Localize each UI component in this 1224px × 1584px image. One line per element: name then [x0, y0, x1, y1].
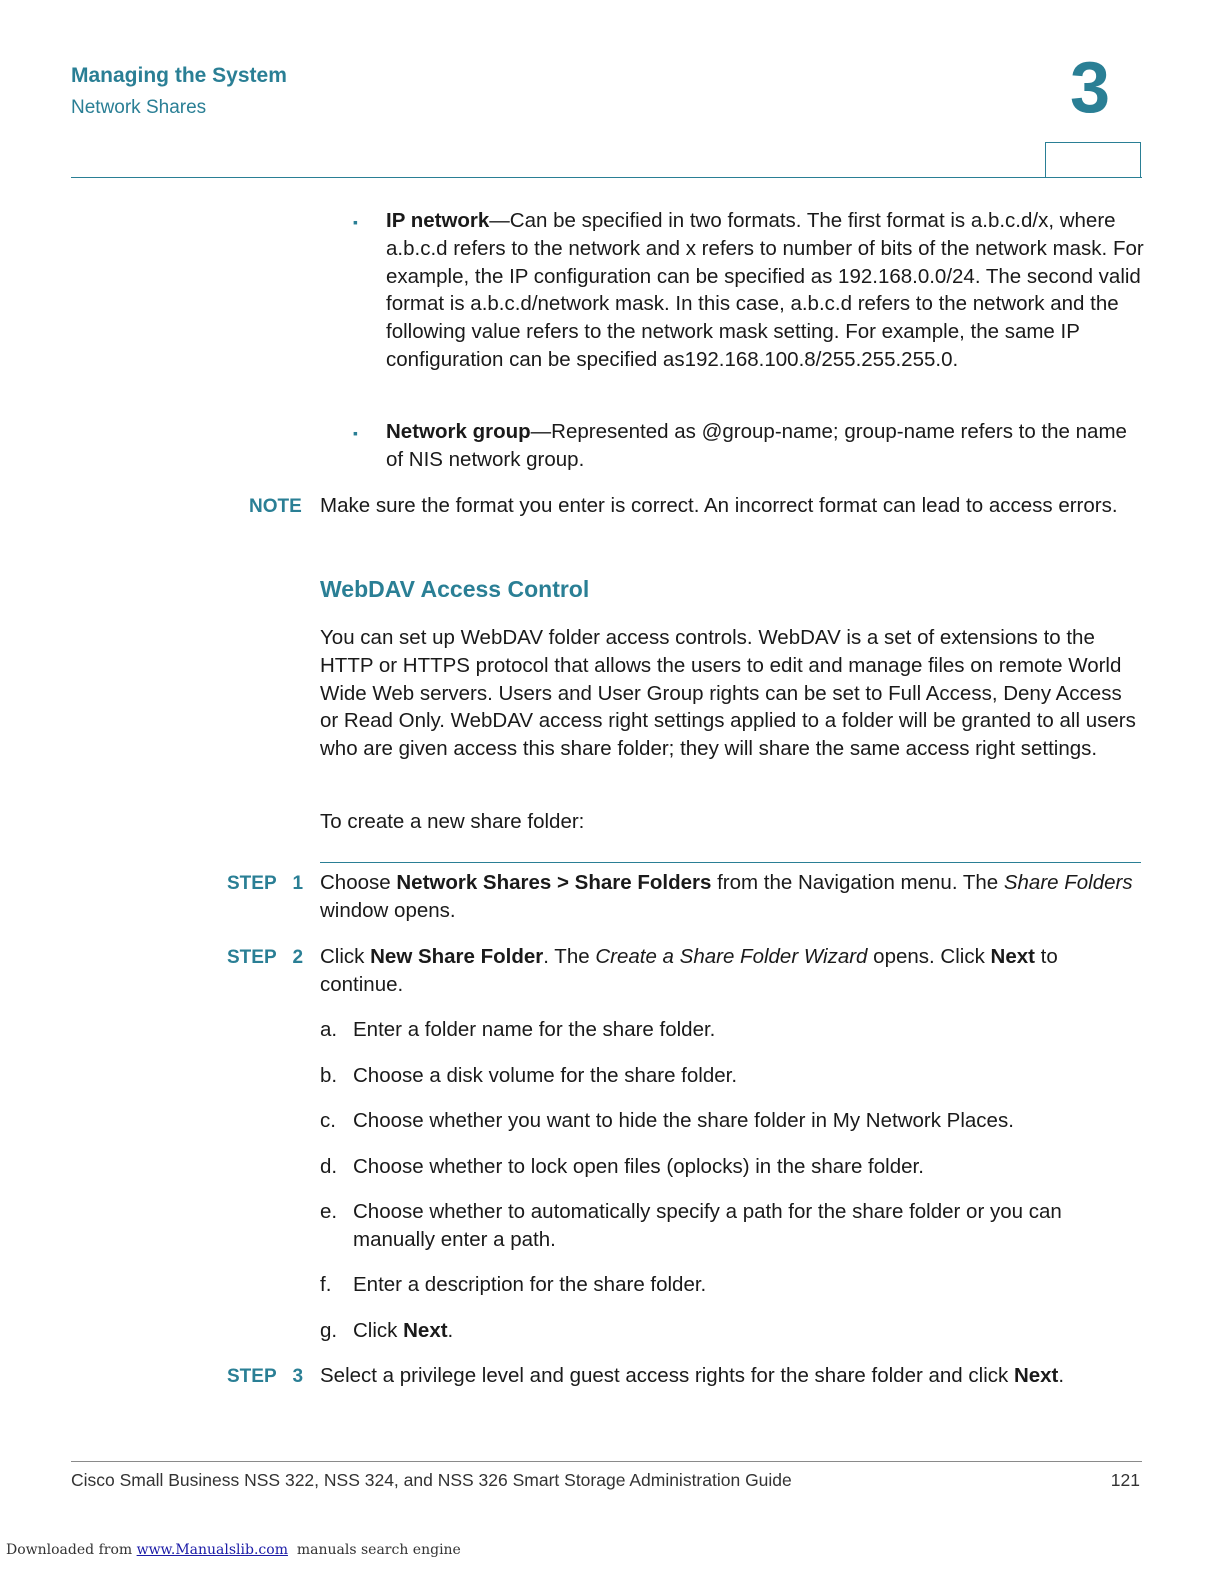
- bullet-text: —Represented as @group-name; group-name refers to the name of NIS network group.: [386, 420, 1127, 471]
- section-subtitle: Network Shares: [71, 97, 207, 118]
- bullet-ip-network: [386, 207, 1146, 374]
- bullet-network-group: [386, 418, 1146, 474]
- chapter-box-divider: [1045, 142, 1141, 178]
- note-label: NOTE: [249, 496, 302, 517]
- step-2-text: Click New Share Folder. The Create a Share Folder Wizard opens. Click Next to continue.: [320, 945, 1058, 996]
- substep-letter: e.: [320, 1200, 338, 1223]
- substep-letter: a.: [320, 1018, 338, 1041]
- bullet-marker: ▪: [353, 425, 358, 441]
- footer-title: Cisco Small Business NSS 322, NSS 324, and NSS 326 Smart Storage Administration Guide: [71, 1470, 792, 1490]
- bullet-marker: ▪: [353, 214, 358, 230]
- bullet-text: —Can be specified in two formats. The first format is a.b.c.d/x, where a.b.c.d refers to the network and x refers to number of bits of the network mask. For example, the IP configuration can be specified as 192.168.0.0/24. The second valid format is a.b.c.d/network mask. In this case, a.b.c.d refers to the network and the following value refers to the network mask setting. For example, the same IP configuration can be specified as192.168.100.8/255.255.255.0.: [386, 209, 1144, 371]
- step-3-text: Select a privilege level and guest access rights for the share folder and click Next.: [320, 1364, 1065, 1387]
- substep-text: Enter a description for the share folder.: [353, 1273, 707, 1296]
- section-paragraph: You can set up WebDAV folder access controls. WebDAV is a set of extensions to the HTTP or HTTPS protocol that allows the users to edit and manage files on remote World Wide Web servers. Users and User Group rights can be set to Full Access, Deny Access or Read Only. WebDAV access right settings applied to a folder will be granted to all users who are given access this share folder; they will share the same access right settings.: [320, 626, 1136, 761]
- substep-text: Choose whether to lock open files (oplocks) in the share folder.: [353, 1155, 924, 1178]
- substep-letter: b.: [320, 1064, 338, 1087]
- step-1-text: Choose Network Shares > Share Folders from the Navigation menu. The Share Folders window opens.: [320, 871, 1133, 922]
- procedure-intro: To create a new share folder:: [320, 810, 585, 833]
- substep-text: Click Next.: [353, 1319, 454, 1342]
- bullet-term: Network group: [386, 420, 531, 443]
- bullet-term: IP network: [386, 209, 490, 232]
- procedure-rule: [320, 862, 1141, 863]
- substep-letter: c.: [320, 1109, 336, 1132]
- substep-letter: g.: [320, 1319, 338, 1342]
- note-text: Make sure the format you enter is correct. An incorrect format can lead to access errors.: [320, 494, 1118, 517]
- manualslib-link[interactable]: www.Manualslib.com: [136, 1542, 288, 1558]
- substep-text: Choose whether to automatically specify a path for the share folder or you can manually enter a path.: [353, 1200, 1062, 1251]
- header-rule: [71, 177, 1142, 178]
- step-label: STEP 1: [227, 873, 304, 894]
- step-label: STEP 3: [227, 1366, 304, 1387]
- step-label: STEP 2: [227, 947, 304, 968]
- chapter-title: Managing the System: [71, 64, 287, 87]
- chapter-number: 3: [1070, 48, 1111, 128]
- download-attribution: Downloaded from www.Manualslib.com manuals search engine: [6, 1542, 461, 1558]
- substep-text: Choose whether you want to hide the share folder in My Network Places.: [353, 1109, 1014, 1132]
- substep-letter: f.: [320, 1273, 332, 1296]
- substep-letter: d.: [320, 1155, 338, 1178]
- section-heading: WebDAV Access Control: [320, 576, 590, 602]
- footer-rule: [71, 1461, 1142, 1462]
- page-number: 121: [1110, 1470, 1140, 1490]
- substep-text: Enter a folder name for the share folder.: [353, 1018, 716, 1041]
- substep-text: Choose a disk volume for the share folder.: [353, 1064, 738, 1087]
